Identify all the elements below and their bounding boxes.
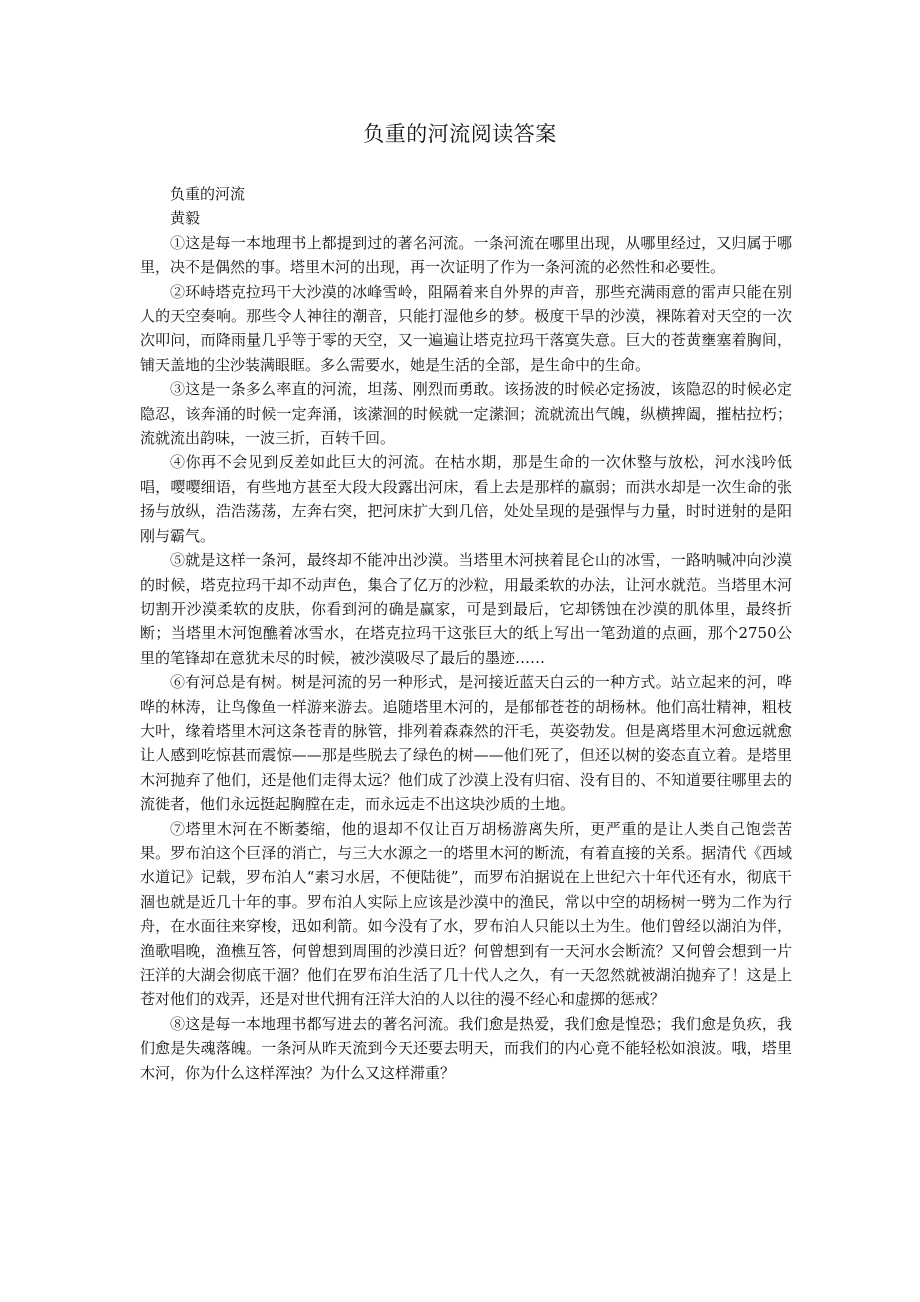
paragraph-2: ②环峙塔克拉玛干大沙漠的冰峰雪岭，阻隔着来自外界的声音，那些充满雨意的雷声只能在别人的天空奏响。那些令人神往的潮音，只能打湿他乡的梦。极度干旱的沙漠，裸陈着对天空的一次次叩问，而降雨量几乎等于零的天空，又一遍遍让塔克拉玛干落寞失意。巨大的苍黄壅塞着胸间，铺天盖地的尘沙装满眼眶。多么需要水，她是生活的全部，是生命中的生命。 [140,282,792,374]
article-subtitle: 负重的河流 [170,185,246,203]
paragraph-6: ⑥有河总是有树。树是河流的另一种形式，是河接近蓝天白云的一种方式。站立起来的河，哗哗的林涛，让鸟像鱼一样游来游去。追随塔里木河的，是郁郁苍苍的胡杨林。他们高壮精神，粗枝大叶，缘着塔里木河这条苍青的脉管，排列着森森然的汗毛，英姿勃发。但是离塔里木河愈远就愈让人感到吃惊甚而震惊——那是些脱去了绿色的树——他们死了，但还以树的姿态直立着。是塔里木河抛弃了他们，还是他们走得太远？他们成了沙漠上没有归宿、没有目的、不知道要往哪里去的流徙者，他们永远挺起胸膛在走，而永远走不出这块沙质的土地。 [140,673,792,814]
paragraph-1: ①这是每一本地理书上都提到过的著名河流。一条河流在哪里出现，从哪里经过，又归属于哪里，决不是偶然的事。塔里木河的出现，再一次证明了作为一条河流的必然性和必要性。 [140,233,792,277]
paragraph-3: ③这是一条多么率直的河流，坦荡、刚烈而勇敢。该扬波的时候必定扬波，该隐忍的时候必定隐忍，该奔涌的时候一定奔涌，该潆洄的时候就一定潆洄；流就流出气魄，纵横捭阖，摧枯拉朽；流就流出韵味，一波三折，百转千回。 [140,380,792,448]
document-title: 负重的河流阅读答案 [363,122,557,146]
paragraph-7: ⑦塔里木河在不断萎缩，他的退却不仅让百万胡杨游离失所，更严重的是让人类自己饱尝苦果。罗布泊这个巨泽的消亡，与三大水源之一的塔里木河的断流，有着直接的关系。据清代《西域水道记》记载，罗布泊人“素习水居，不便陆徙”，而罗布泊据说在上世纪六十年代还有水，彻底干涸也就是近几十年的事。罗布泊人实际上应该是沙漠中的渔民，常以中空的胡杨树一劈为二作为行舟，在水面往来穿梭，迅如利箭。如今没有了水，罗布泊人只能以土为生。他们曾经以湖泊为伴，渔歌唱晚，渔樵互答，何曾想到周围的沙漠日近？何曾想到有一天河水会断流？又何曾会想到一片汪洋的大湖会彻底干涸？他们在罗布泊生活了几十代人之久，有一天忽然就被湖泊抛弃了！这是上苍对他们的戏弄，还是对世代拥有汪洋大泊的人以往的漫不经心和虚掷的惩戒？ [140,819,792,1009]
paragraph-8: ⑧这是每一本地理书都写进去的著名河流。我们愈是热爱，我们愈是惶恐；我们愈是负疚，我们愈是失魂落魄。一条河从昨天流到今天还要去明天，而我们的内心竟不能轻松如浪波。哦，塔里木河，你为什么这样浑浊？为什么又这样滞重？ [140,1014,792,1082]
article-author: 黄毅 [170,209,201,228]
paragraph-5: ⑤就是这样一条河，最终却不能冲出沙漠。当塔里木河挟着昆仑山的冰雪，一路呐喊冲向沙漠的时候，塔克拉玛干却不动声色，集合了亿万的沙粒，用最柔软的办法，让河水就范。当塔里木河切割开沙漠柔软的皮肤，你看到河的确是赢家，可是到最后，它却锈蚀在沙漠的肌体里，最终折断；当塔里木河饱醮着冰雪水，在塔克拉玛干这张巨大的纸上写出一笔劲道的点画，那个2750公里的笔锋却在意犹未尽的时候，被沙漠吸尽了最后的墨迹…… [140,551,792,667]
document-body [140,182,792,1085]
paragraph-4: ④你再不会见到反差如此巨大的河流。在枯水期，那是生命的一次休整与放松，河水浅吟低唱，嘤嘤细语，有些地方甚至大段大段露出河床，看上去是那样的羸弱；而洪水却是一次生命的张扬与放纵，浩浩荡荡，左奔右突，把河床扩大到几倍，处处呈现的是强悍与力量，时时迸射的是阳刚与霸气。 [140,453,792,545]
